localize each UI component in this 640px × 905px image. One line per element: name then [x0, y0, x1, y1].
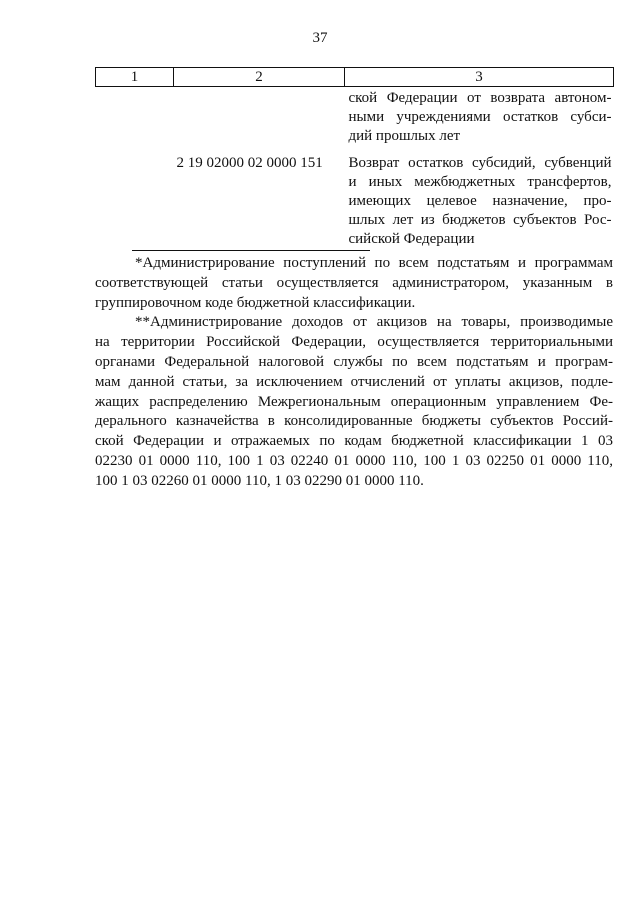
table-cell-administrator	[96, 87, 174, 147]
footnotes	[95, 254, 613, 492]
description-line: сийской Федерации	[348, 231, 475, 247]
footnote-double-asterisk	[95, 313, 613, 491]
footnote-line: соответствующей статьи осуществляется администратором, указанным в	[95, 274, 613, 291]
description-line: и иных межбюджетных трансфертов,	[348, 174, 612, 190]
footnote-line: жащих распределению Межрегиональным операционным управлением Фе-	[95, 393, 613, 410]
footnote-line: **Администрирование доходов от акцизов на товары, производимые	[135, 314, 613, 331]
table-cell-code: 2 19 02000 02 0000 151	[176, 155, 323, 171]
description-line: Возврат остатков субсидий, субвенций	[348, 155, 612, 171]
description-line: дий прошлых лет	[348, 128, 461, 144]
footnote-line: 02230 01 0000 110, 100 1 03 02240 01 0000 110, 100 1 03 02250 01 0000 110,	[95, 452, 613, 469]
footnote-line: на территории Российской Федерации, осуществляется территориальными	[95, 334, 613, 351]
table-cell-code	[174, 87, 345, 147]
column-header-3: 3	[345, 68, 614, 87]
page-number: 37	[312, 30, 328, 46]
description-line: имеющих целевое назначение, про-	[348, 193, 612, 209]
footnote-single-asterisk	[95, 254, 613, 313]
table-cell-description	[345, 87, 614, 147]
footnote-line: мам данной статьи, за исключением отчислений от уплаты акцизов, подле-	[95, 373, 613, 390]
description-line: ской Федерации от возврата автоном-	[348, 90, 612, 106]
table-header-row	[96, 68, 614, 87]
footnote-line: органами Федеральной налоговой службы по всем подстатьям и програм-	[95, 353, 613, 370]
footnote-line: *Администрирование поступлений по всем подстатьям и программам	[135, 255, 613, 271]
table-row	[96, 146, 614, 249]
column-header-1: 1	[96, 68, 174, 87]
table-row	[96, 87, 614, 147]
table-cell-administrator	[96, 146, 174, 249]
footnote-line: группировочном коде бюджетной классификации.	[95, 294, 416, 311]
footnote-line: ской Федерации и отражаемых по кодам бюджетной классификации 1 03	[95, 433, 613, 450]
budget-classification-table	[95, 67, 614, 249]
footnote-line: дерального казначейства в консолидированные бюджеты субъектов Россий-	[95, 413, 613, 430]
description-line: шлых лет из бюджетов субъектов Рос-	[348, 212, 612, 228]
footnote-separator	[132, 250, 370, 251]
column-header-2: 2	[174, 68, 345, 87]
table-cell-description	[345, 146, 614, 249]
footnote-line: 100 1 03 02260 01 0000 110, 1 03 02290 01 0000 110.	[95, 472, 424, 489]
description-line: ными учреждениями остатков субси-	[348, 109, 612, 125]
